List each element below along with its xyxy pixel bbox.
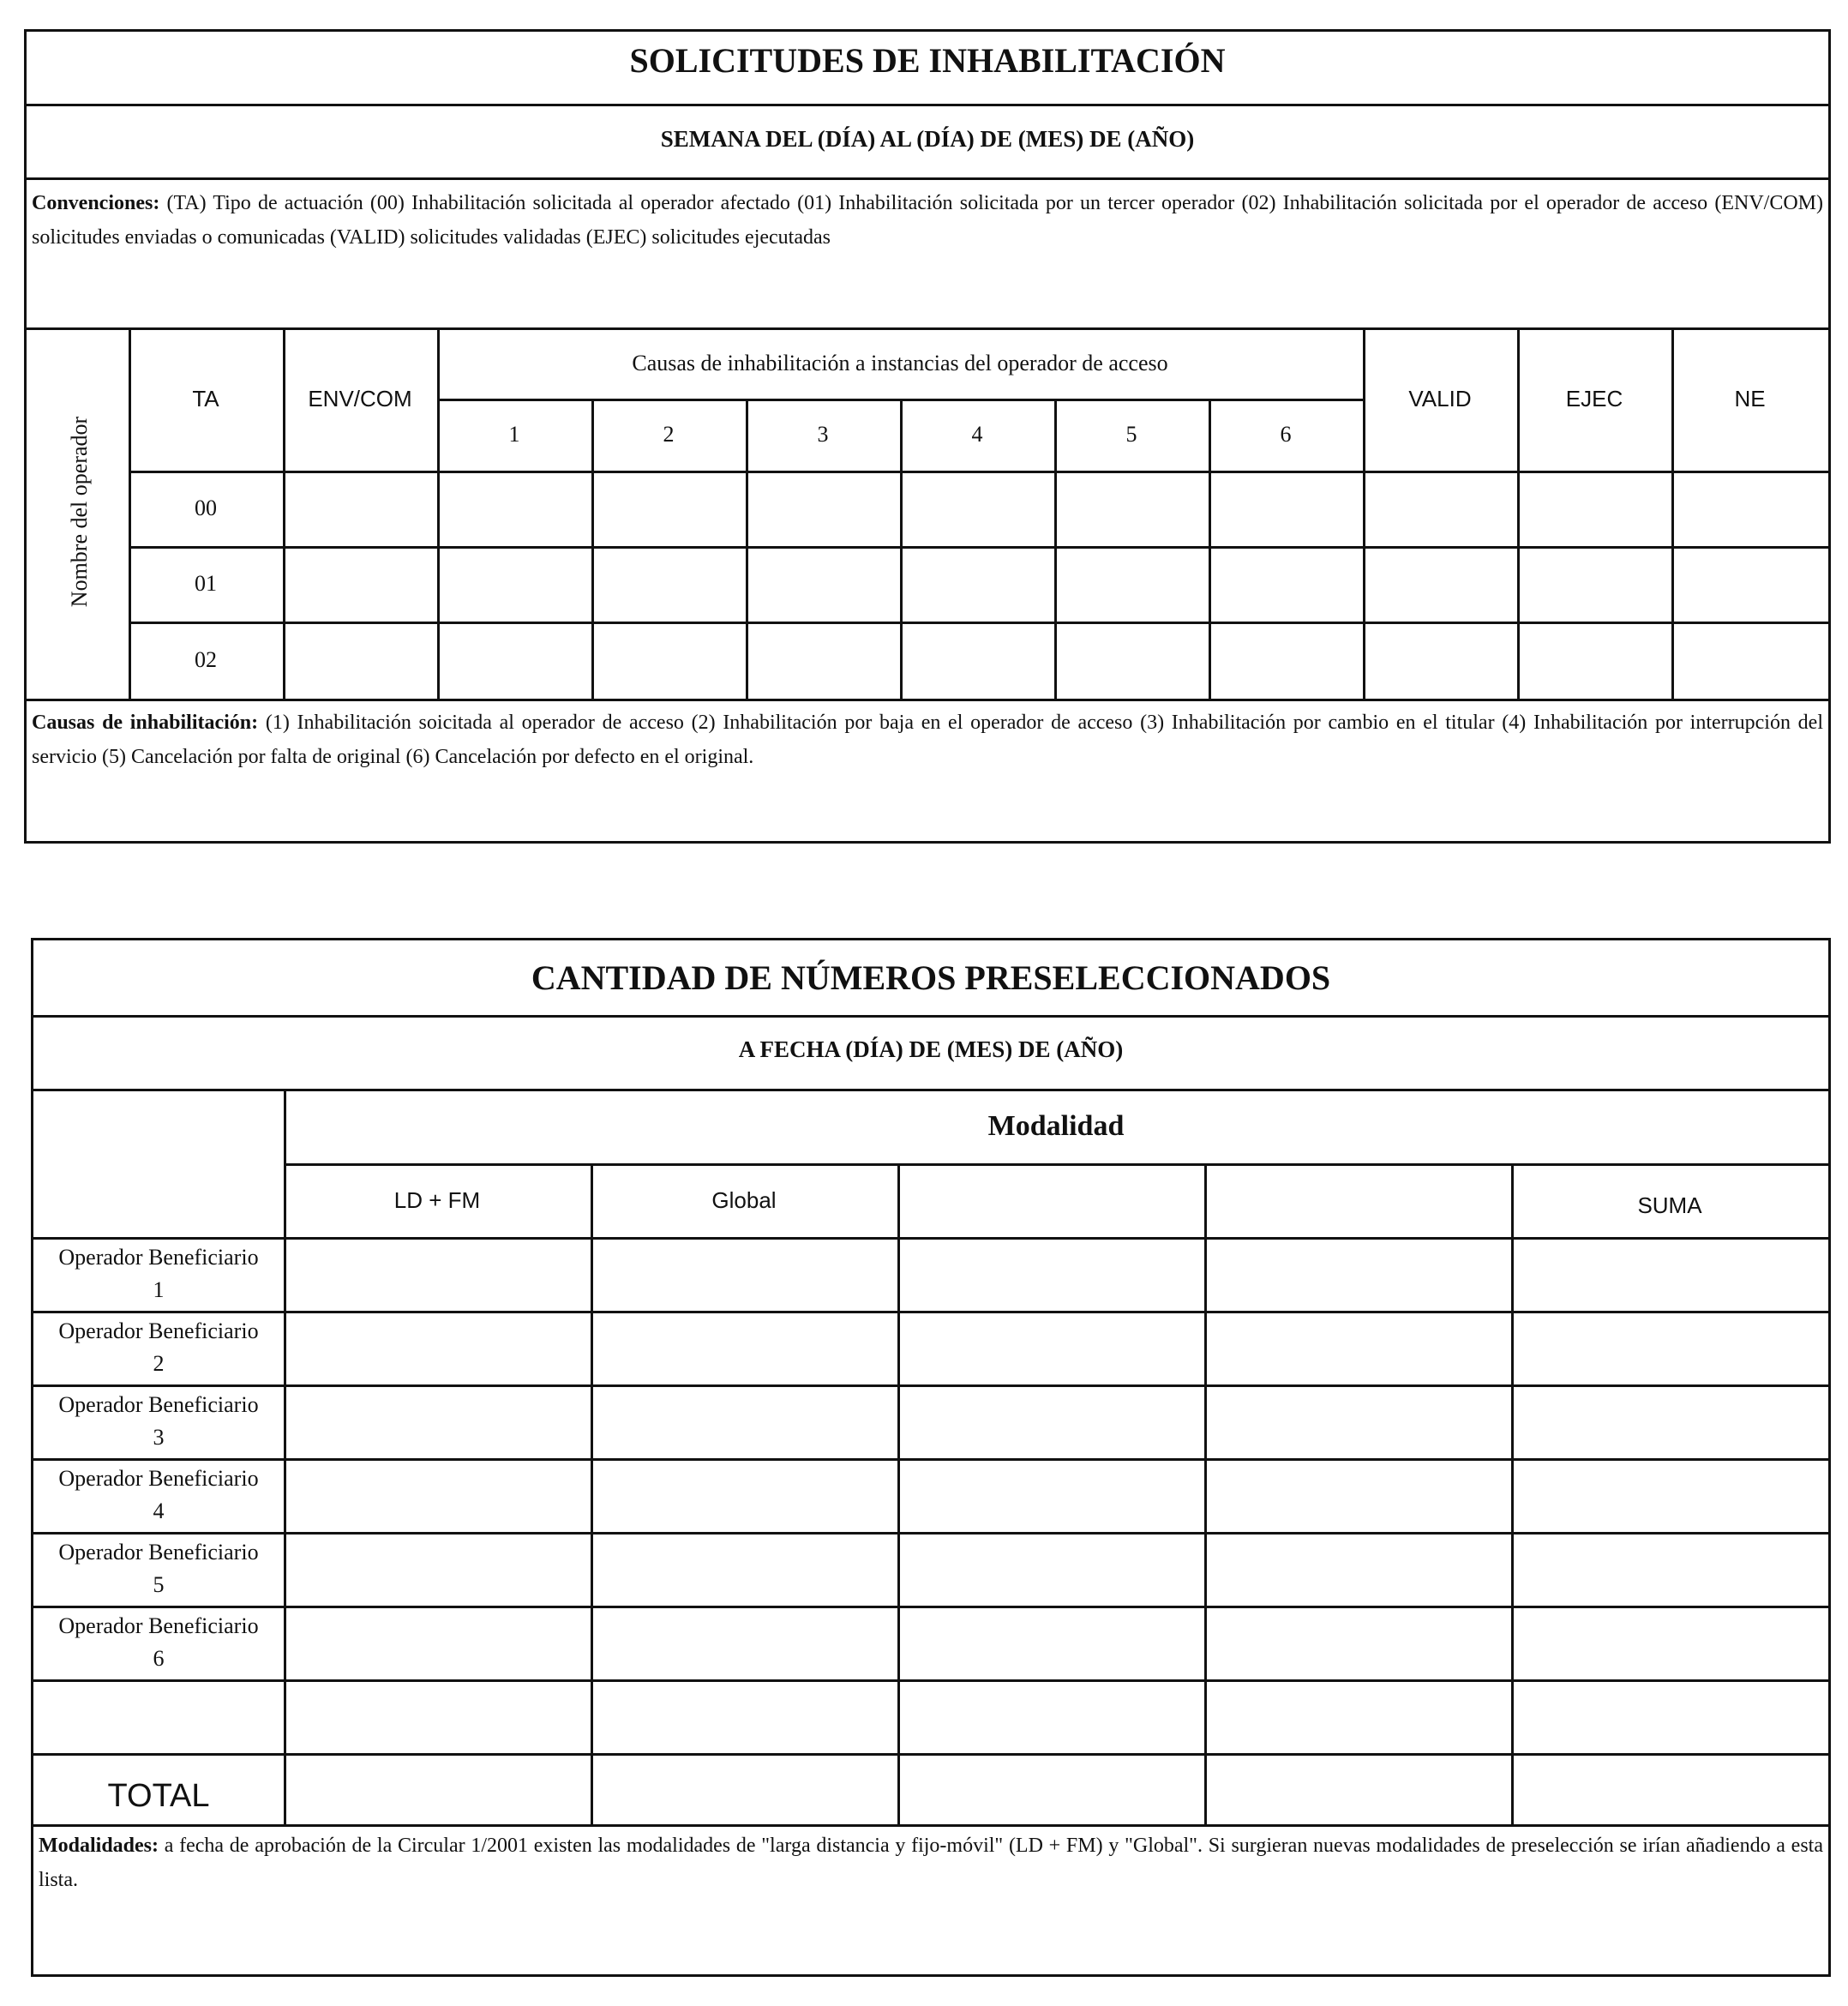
col-valid-header: VALID: [1408, 386, 1472, 411]
col-ne-header: NE: [1734, 386, 1766, 411]
row-label-line1: Operador Beneficiario: [58, 1613, 259, 1638]
operator-name-label: Nombre del operador: [67, 416, 92, 608]
cause-number: 5: [1125, 422, 1137, 447]
cause-number: 1: [508, 422, 520, 447]
grid-line: [1204, 1163, 1207, 1824]
conventions-label: Convenciones:: [32, 192, 160, 214]
col-envcom-header: ENV/COM: [308, 386, 412, 411]
causes-note-label: Causas de inhabilitación:: [32, 712, 259, 734]
row-operador-beneficiario: [33, 1384, 284, 1458]
ta-row-label: 01: [195, 571, 217, 596]
col-global-header: Global: [711, 1186, 777, 1213]
row-label-line2: 5: [153, 1572, 165, 1597]
grid-line: [33, 1753, 1828, 1756]
col-empty-header: [897, 1163, 1204, 1237]
conventions-note: [32, 186, 1823, 255]
grid-line: [129, 622, 1828, 624]
grid-line: [33, 1458, 1828, 1461]
modalidades-note: [39, 1829, 1823, 1897]
row-label-line1: Operador Beneficiario: [58, 1392, 259, 1417]
grid-line: [33, 1679, 1828, 1682]
grid-line: [1511, 1163, 1514, 1824]
cause-number: 3: [817, 422, 829, 447]
divider: [27, 699, 1828, 701]
row-label-line2: 2: [153, 1351, 165, 1376]
divider: [33, 1015, 1828, 1018]
causes-note-text: (1) Inhabilitación soicitada al operador de acceso (2) Inhabilitación por baja en el operador de acceso (3) Inhabilitación por cambio en el titular (4) Inhabilitación por interrupción del servicio (5) Cancelación por falta de original (6) Cancelación por defecto en el original.: [32, 712, 1823, 768]
grid-line: [33, 1606, 1828, 1608]
row-label-line1: Operador Beneficiario: [58, 1540, 259, 1565]
form1-title: SOLICITUDES DE INHABILITACIÓN: [629, 41, 1226, 80]
grid-line: [33, 1532, 1828, 1535]
causes-note: [32, 706, 1823, 774]
row-label-line1: Operador Beneficiario: [58, 1466, 259, 1491]
col-ld-fm-header: LD + FM: [393, 1186, 481, 1213]
modalidades-note-label: Modalidades:: [39, 1835, 159, 1857]
form1-subtitle: SEMANA DEL (DÍA) AL (DÍA) DE (MES) DE (AÑO): [660, 126, 1195, 152]
divider: [27, 104, 1828, 106]
col-ejec-header: EJEC: [1565, 386, 1623, 411]
row-operador-beneficiario: [33, 1606, 284, 1679]
conventions-text: (TA) Tipo de actuación (00) Inhabilitación solicitada al operador afectado (01) Inhabilitación solicitada por un tercer operador (02) Inhabilitación solicitada por el operador de acceso (ENV/COM) solicitudes enviadas o comunicadas (VALID) solicitudes validadas (EJEC) solicitudes ejecutadas: [32, 192, 1823, 249]
form-solicitudes-inhabilitacion: [24, 29, 1831, 844]
row-label-line2: 4: [153, 1498, 165, 1523]
row-label-line1: Operador Beneficiario: [58, 1318, 259, 1343]
grid-line: [33, 1311, 1828, 1313]
grid-line: [129, 546, 1828, 549]
modalidad-header: Modalidad: [987, 1109, 1125, 1142]
row-operador-beneficiario: [33, 1532, 284, 1606]
row-operador-beneficiario: [33, 1458, 284, 1532]
grid-line: [591, 1163, 593, 1824]
row-label-line1: Operador Beneficiario: [58, 1245, 259, 1270]
divider: [27, 177, 1828, 180]
col-empty-header: [1204, 1163, 1511, 1237]
ta-row-label: 00: [195, 495, 217, 520]
divider: [33, 1824, 1828, 1827]
ta-row-label: 02: [195, 647, 217, 672]
row-label-line2: 6: [153, 1646, 165, 1671]
col-suma-header: SUMA: [1637, 1192, 1702, 1218]
row-operador-beneficiario: [33, 1237, 284, 1311]
form2-subtitle: A FECHA (DÍA) DE (MES) DE (AÑO): [738, 1036, 1124, 1062]
row-label-line2: 3: [153, 1425, 165, 1450]
cause-number: 6: [1280, 422, 1292, 447]
grid-line: [33, 1384, 1828, 1387]
modalidades-note-text: a fecha de aprobación de la Circular 1/2001 existen las modalidades de "larga distancia y fijo-móvil" (LD + FM) y "Global". Si surgieran nuevas modalidades de preselección se irían añadiendo a esta lista.: [39, 1835, 1823, 1891]
cause-number: 2: [663, 422, 675, 447]
row-label-line2: 1: [153, 1277, 165, 1302]
col-ta-header: TA: [192, 386, 219, 411]
total-label: TOTAL: [107, 1778, 210, 1814]
grid-line: [129, 471, 1828, 473]
row-operador-beneficiario: [33, 1311, 284, 1384]
form-cantidad-numeros-preseleccionados: [31, 938, 1831, 1977]
causes-header: Causas de inhabilitación a instancias del operador de acceso: [632, 350, 1168, 375]
grid-line: [897, 1163, 900, 1824]
form2-title: CANTIDAD DE NÚMEROS PRESELECCIONADOS: [531, 958, 1331, 997]
cause-number: 4: [971, 422, 983, 447]
